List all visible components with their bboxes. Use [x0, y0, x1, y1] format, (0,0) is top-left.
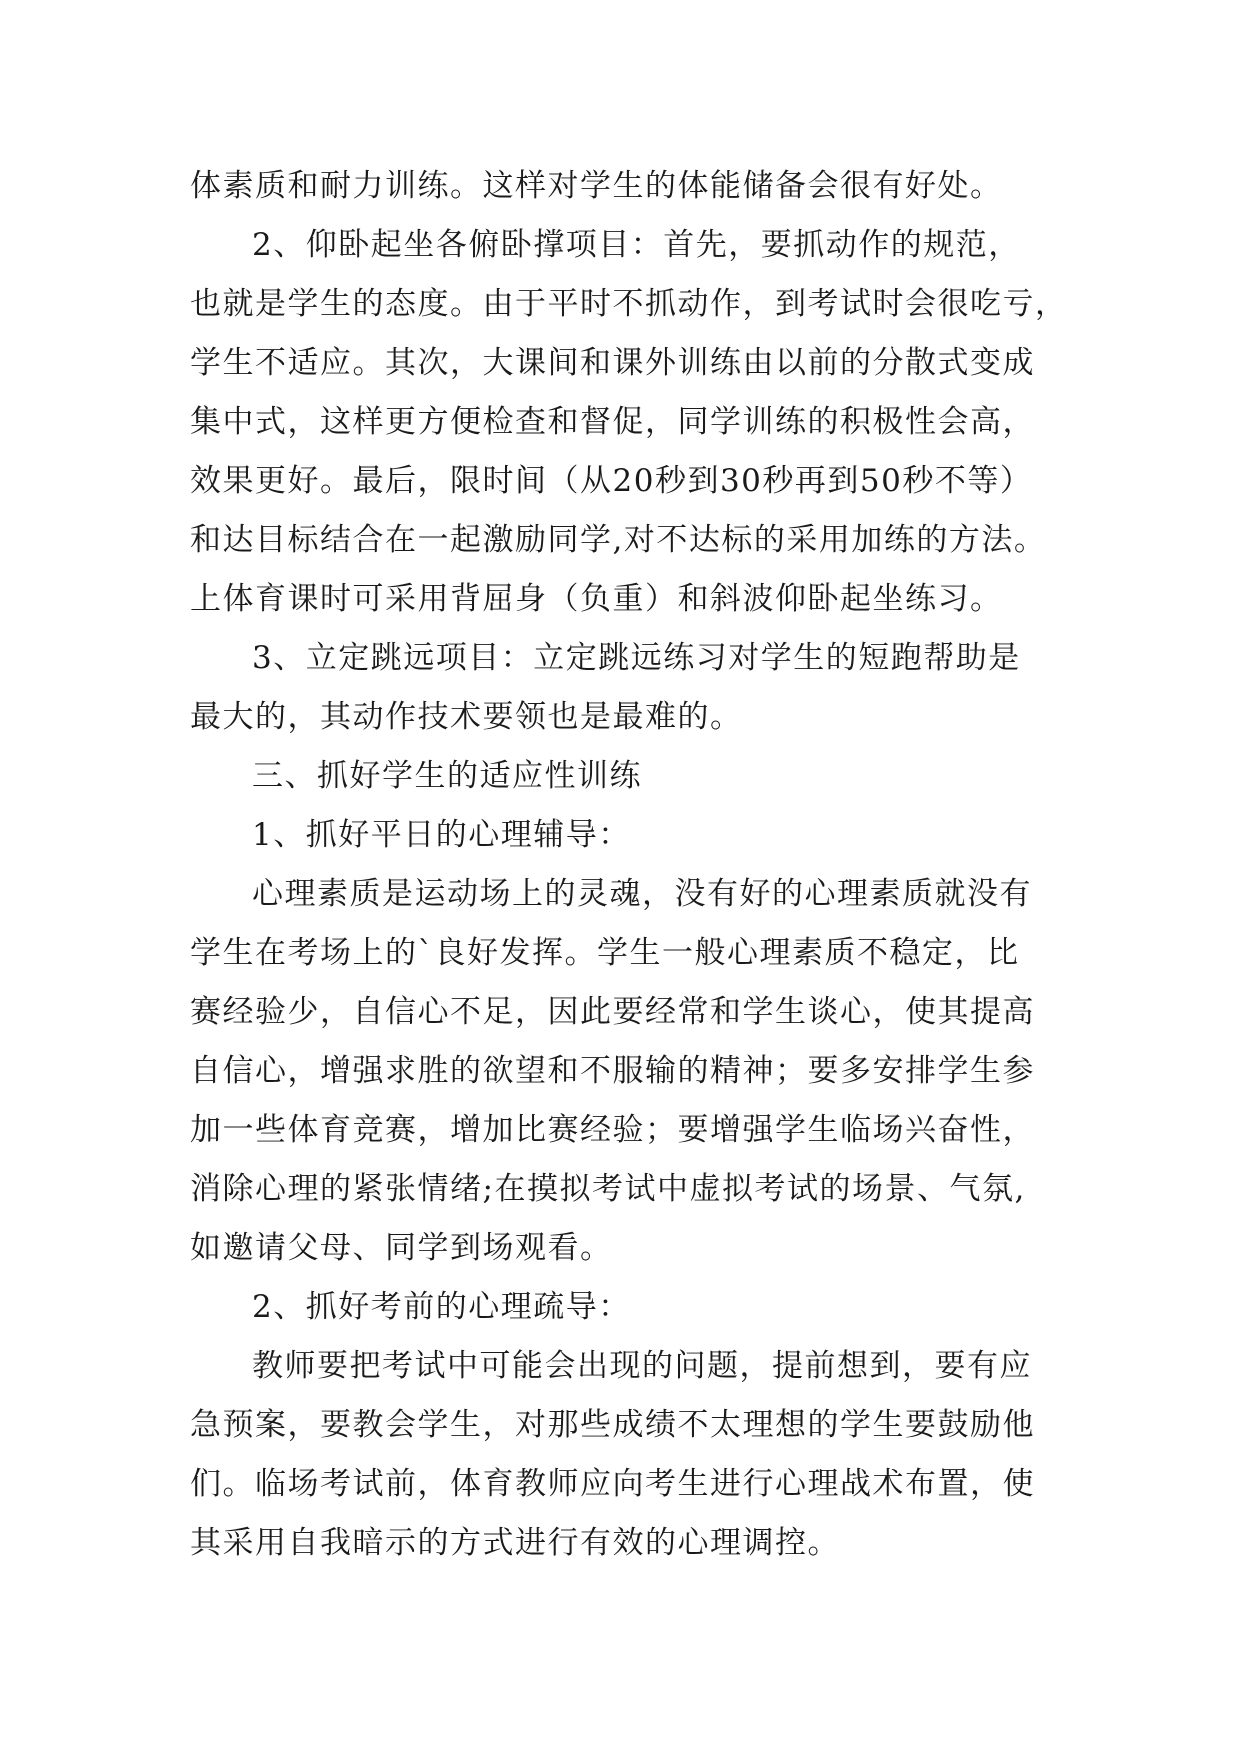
text-line-8: 上体育课时可采用背屈身（负重）和斜波仰卧起坐练习。 — [190, 581, 1003, 617]
text-line-1: 体素质和耐力训练。这样对学生的体能储备会很有好处。 — [190, 168, 1003, 204]
text-line-23: 们。临场考试前，体育教师应向考生进行心理战术布置，使 — [190, 1466, 1035, 1502]
text-line-4: 学生不适应。其次，大课间和课外训练由以前的分散式变成 — [190, 345, 1035, 381]
text-line-10: 最大的，其动作技术要领也是最难的。 — [190, 699, 743, 735]
text-line-2: 2、仰卧起坐各俯卧撑项目：首先，要抓动作的规范， — [252, 227, 1021, 263]
section-heading: 三、抓好学生的适应性训练 — [252, 758, 642, 794]
text-line-9: 3、立定跳远项目：立定跳远练习对学生的短跑帮助是 — [252, 640, 1021, 676]
text-line-6: 效果更好。最后，限时间（从20秒到30秒再到50秒不等） — [190, 463, 1033, 499]
text-line-5: 集中式，这样更方便检查和督促，同学训练的积极性会高， — [190, 404, 1035, 440]
text-line-14: 学生在考场上的`良好发挥。学生一般心理素质不稳定，比 — [190, 935, 1020, 971]
text-line-13: 心理素质是运动场上的灵魂，没有好的心理素质就没有 — [252, 876, 1032, 912]
subheading-2: 2、抓好考前的心理疏导： — [252, 1289, 631, 1325]
text-line-22: 急预案，要教会学生，对那些成绩不太理想的学生要鼓励他 — [190, 1407, 1035, 1443]
text-line-21: 教师要把考试中可能会出现的问题，提前想到，要有应 — [252, 1348, 1032, 1384]
text-line-3: 也就是学生的态度。由于平时不抓动作，到考试时会很吃亏， — [190, 286, 1068, 322]
text-line-15: 赛经验少，自信心不足，因此要经常和学生谈心，使其提高 — [190, 994, 1035, 1030]
text-line-17: 加一些体育竞赛，增加比赛经验；要增强学生临场兴奋性， — [190, 1112, 1035, 1148]
subheading-1: 1、抓好平日的心理辅导： — [252, 817, 631, 853]
text-line-7: 和达目标结合在一起激励同学,对不达标的采用加练的方法。 — [190, 522, 1047, 558]
text-line-24: 其采用自我暗示的方式进行有效的心理调控。 — [190, 1525, 840, 1561]
text-line-16: 自信心，增强求胜的欲望和不服输的精神；要多安排学生参 — [190, 1053, 1035, 1089]
text-line-18: 消除心理的紧张情绪;在摸拟考试中虚拟考试的场景、气氛, — [190, 1171, 1026, 1207]
text-line-19: 如邀请父母、同学到场观看。 — [190, 1230, 613, 1266]
